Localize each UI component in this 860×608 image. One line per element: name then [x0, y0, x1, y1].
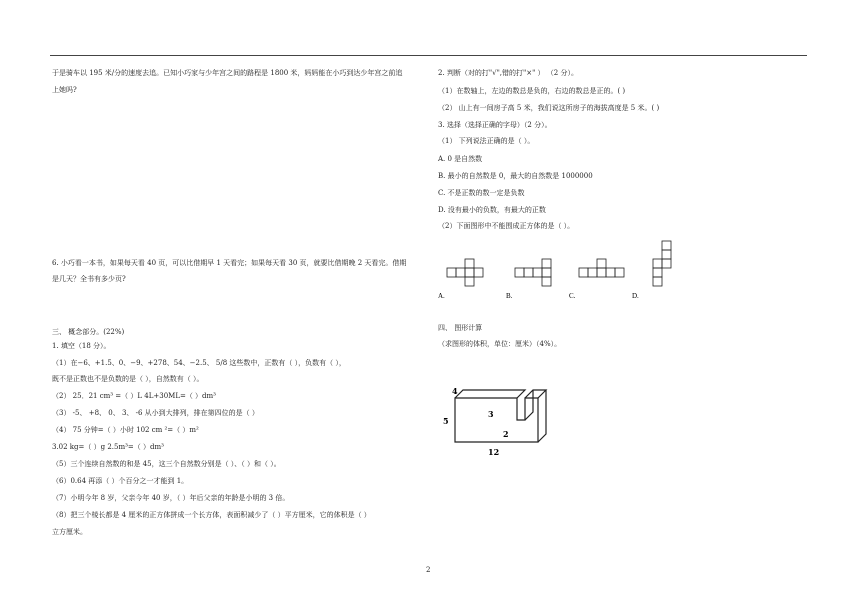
fill-8b: 立方厘米。 — [52, 528, 87, 536]
judge-title: 2. 判断（对的打"√",错的打"×" ） （2 分）。 — [438, 69, 578, 77]
fill-6: （6）0.64 再添（ ）个百分之一才能到 1。 — [52, 477, 189, 485]
fill-7: （7）小明今年 8 岁，父亲今年 40 岁，（ ）年后父亲的年龄是小明的 3 倍。 — [52, 494, 290, 502]
judge-1: （1）在数轴上，左边的数总是负的，右边的数总是正的。( ) — [438, 87, 626, 95]
option-a: A. 0 是自然数 — [438, 155, 483, 163]
section4-title: 四、 图形计算 — [438, 324, 483, 332]
dim-4: 4 — [452, 386, 458, 396]
dim-3: 3 — [488, 409, 494, 419]
net-d — [653, 241, 671, 286]
dim-2: 2 — [503, 429, 509, 439]
net-b — [515, 259, 551, 286]
option-d: D. 没有最小的负数，有最大的正数 — [438, 206, 546, 214]
net-label-c: C. — [569, 292, 576, 300]
net-label-a: A. — [438, 292, 445, 300]
choose-2: （2）下面图形中不能围成正方体的是（ ）。 — [438, 222, 575, 230]
option-b: B. 最小的自然数是 0，最大的自然数是 1000000 — [438, 172, 593, 180]
net-a — [447, 259, 483, 286]
q6-line-1: 6. 小巧看一本书，如果每天看 40 页，可以比借期早 1 天看完；如果每天看 30 页，就要比借期晚 2 天看完。借期 — [52, 259, 407, 267]
choose-title: 3. 选择（选择正确的字母）（2 分）。 — [438, 121, 552, 129]
fill-5: （5）三个连续自然数的和是 45，这三个自然数分别是（ ）、（ ）和（ ）。 — [52, 460, 281, 468]
solid-figure — [438, 382, 558, 462]
q5-line-2: 上她吗? — [52, 86, 77, 94]
net-label-b: B. — [506, 292, 513, 300]
dim-12: 12 — [488, 447, 500, 457]
fill-2: （2） 25．21 cm³ =（ ）L 4L+30ML=（ ）dm³ — [52, 392, 216, 400]
q5-line-1: 于是骑车以 195 米/分的速度去追。已知小巧家与少年宫之间的路程是 1800 米，妈妈能在小巧到达少年宫之前追 — [52, 69, 403, 77]
fill-8a: （8）把三个棱长都是 4 厘米的正方体拼成一个长方体，表面积减少了（ ）平方厘米，它的体积是（ ） — [52, 511, 371, 519]
option-c: C. 不是正数的数一定是负数 — [438, 189, 525, 197]
fill-4a: （4） 75 分钟=（ ）小时 102 cm ²=（ ）m² — [52, 426, 199, 434]
net-label-d: D. — [632, 292, 639, 300]
header-rule — [50, 55, 807, 56]
cube-nets-figure — [438, 240, 698, 302]
section4-subtitle: （求图形的体积，单位：厘米）（4%）。 — [438, 340, 562, 348]
fill-4b: 3.02 kg=（ ）g 2.5m³=（ ）dm³ — [52, 443, 164, 451]
net-c — [579, 259, 624, 277]
fill-3: （3） -5、 +8、 0、 3、 -6 从小到大排列，排在第四位的是（ ） — [52, 409, 259, 417]
fill-1b: 既不是正数也不是负数的是（ ），自然数有（ ）。 — [52, 375, 204, 383]
page-number: 2 — [426, 566, 431, 574]
judge-2: （2） 山上有一间房子高 5 米，我们说这所房子的海拔高度是 5 米。( ) — [438, 104, 660, 112]
choose-1: （1） 下列说法正确的是（ ）。 — [438, 137, 535, 145]
fill-title: 1. 填空（18 分）。 — [52, 342, 111, 350]
q6-line-2: 是几天？全书有多少页? — [52, 275, 126, 283]
section3-title: 三、 概念部分。(22%) — [52, 328, 125, 336]
dim-5: 5 — [443, 416, 449, 426]
fill-1a: （1）在−6、+1.5、0、−9、+278、54、−2.5、 5/8 这些数中，正数有（ ），负数有（ ）， — [52, 359, 346, 367]
